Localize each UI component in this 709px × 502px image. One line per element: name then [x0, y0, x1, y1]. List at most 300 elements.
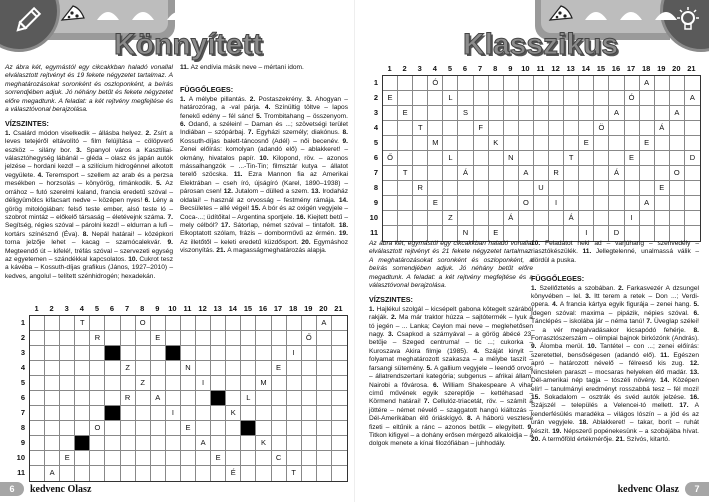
grid-cell[interactable]: [398, 76, 413, 91]
grid-cell[interactable]: [670, 91, 685, 106]
grid-cell[interactable]: I: [549, 196, 564, 211]
grid-cell[interactable]: [317, 406, 332, 421]
grid-cell[interactable]: [211, 466, 226, 481]
grid-cell[interactable]: S: [458, 106, 473, 121]
grid-cell[interactable]: [519, 121, 534, 136]
grid-cell[interactable]: [428, 166, 443, 181]
grid-cell[interactable]: [302, 451, 317, 466]
grid-cell[interactable]: D: [609, 226, 624, 241]
grid-cell[interactable]: I: [166, 406, 181, 421]
grid-cell[interactable]: [90, 346, 105, 361]
grid-cell[interactable]: [564, 166, 579, 181]
grid-cell[interactable]: [458, 196, 473, 211]
grid-cell[interactable]: [121, 316, 136, 331]
grid-cell[interactable]: [30, 451, 45, 466]
grid-cell[interactable]: [443, 196, 458, 211]
grid-cell[interactable]: A: [670, 106, 685, 121]
grid-cell[interactable]: [670, 136, 685, 151]
grid-cell[interactable]: [474, 151, 489, 166]
grid-cell[interactable]: N: [458, 226, 473, 241]
grid-cell[interactable]: [655, 166, 670, 181]
grid-cell[interactable]: [211, 421, 226, 436]
grid-cell[interactable]: Ő: [302, 331, 317, 346]
grid-cell[interactable]: [332, 346, 347, 361]
grid-cell[interactable]: [181, 436, 196, 451]
grid-cell[interactable]: [272, 406, 287, 421]
grid-cell[interactable]: [60, 436, 75, 451]
grid-cell[interactable]: [90, 391, 105, 406]
grid-cell[interactable]: [655, 106, 670, 121]
grid-cell[interactable]: [256, 406, 271, 421]
grid-cell[interactable]: [75, 331, 90, 346]
grid-cell[interactable]: [45, 406, 60, 421]
grid-cell[interactable]: [166, 466, 181, 481]
grid-cell[interactable]: [196, 346, 211, 361]
grid-cell[interactable]: [317, 331, 332, 346]
grid-cell[interactable]: [670, 226, 685, 241]
black-cell[interactable]: [211, 391, 226, 406]
grid-cell[interactable]: [226, 316, 241, 331]
grid-cell[interactable]: F: [474, 121, 489, 136]
grid-cell[interactable]: [594, 106, 609, 121]
grid-cell[interactable]: [489, 211, 504, 226]
grid-cell[interactable]: [287, 406, 302, 421]
grid-cell[interactable]: K: [256, 436, 271, 451]
grid-cell[interactable]: [443, 181, 458, 196]
grid-cell[interactable]: [413, 76, 428, 91]
black-cell[interactable]: [105, 346, 120, 361]
grid-cell[interactable]: [625, 76, 640, 91]
grid-cell[interactable]: [413, 151, 428, 166]
grid-cell[interactable]: [579, 181, 594, 196]
grid-cell[interactable]: M: [256, 376, 271, 391]
grid-cell[interactable]: [519, 76, 534, 91]
grid-cell[interactable]: [302, 406, 317, 421]
grid-cell[interactable]: [75, 361, 90, 376]
grid-cell[interactable]: [302, 376, 317, 391]
grid-cell[interactable]: M: [428, 136, 443, 151]
grid-cell[interactable]: [211, 376, 226, 391]
grid-cell[interactable]: [534, 136, 549, 151]
grid-cell[interactable]: [685, 226, 700, 241]
grid-cell[interactable]: [609, 136, 624, 151]
grid-cell[interactable]: [640, 151, 655, 166]
grid-cell[interactable]: [136, 466, 151, 481]
grid-cell[interactable]: [105, 451, 120, 466]
grid-cell[interactable]: [226, 361, 241, 376]
grid-cell[interactable]: A: [685, 91, 700, 106]
grid-cell[interactable]: [256, 331, 271, 346]
grid-cell[interactable]: [302, 421, 317, 436]
grid-cell[interactable]: [489, 91, 504, 106]
grid-cell[interactable]: E: [489, 226, 504, 241]
grid-cell[interactable]: [625, 106, 640, 121]
grid-cell[interactable]: T: [413, 121, 428, 136]
grid-cell[interactable]: Ö: [594, 121, 609, 136]
grid-cell[interactable]: [226, 451, 241, 466]
grid-cell[interactable]: [287, 421, 302, 436]
grid-cell[interactable]: [458, 91, 473, 106]
grid-cell[interactable]: [609, 121, 624, 136]
grid-cell[interactable]: D: [685, 151, 700, 166]
grid-cell[interactable]: R: [413, 181, 428, 196]
grid-cell[interactable]: [534, 106, 549, 121]
grid-cell[interactable]: E: [383, 91, 398, 106]
grid-cell[interactable]: [332, 316, 347, 331]
grid-cell[interactable]: [241, 466, 256, 481]
grid-cell[interactable]: [443, 121, 458, 136]
grid-cell[interactable]: [398, 136, 413, 151]
grid-cell[interactable]: [30, 391, 45, 406]
grid-cell[interactable]: [549, 181, 564, 196]
grid-cell[interactable]: [45, 421, 60, 436]
grid-cell[interactable]: Á: [655, 121, 670, 136]
grid-cell[interactable]: O: [90, 421, 105, 436]
grid-cell[interactable]: [413, 106, 428, 121]
grid-cell[interactable]: Z: [121, 361, 136, 376]
grid-cell[interactable]: [30, 346, 45, 361]
grid-cell[interactable]: [655, 196, 670, 211]
grid-cell[interactable]: [241, 376, 256, 391]
grid-cell[interactable]: Z: [136, 376, 151, 391]
grid-cell[interactable]: [60, 346, 75, 361]
grid-cell[interactable]: [256, 466, 271, 481]
grid-cell[interactable]: [302, 316, 317, 331]
grid-cell[interactable]: [685, 136, 700, 151]
grid-cell[interactable]: [30, 376, 45, 391]
grid-cell[interactable]: [272, 376, 287, 391]
grid-cell[interactable]: [60, 331, 75, 346]
grid-cell[interactable]: [196, 421, 211, 436]
grid-cell[interactable]: I: [579, 226, 594, 241]
grid-cell[interactable]: [60, 376, 75, 391]
grid-cell[interactable]: [428, 181, 443, 196]
grid-cell[interactable]: [625, 136, 640, 151]
grid-cell[interactable]: [428, 91, 443, 106]
grid-cell[interactable]: [332, 376, 347, 391]
grid-cell[interactable]: [579, 151, 594, 166]
black-cell[interactable]: [166, 346, 181, 361]
grid-cell[interactable]: [211, 346, 226, 361]
grid-cell[interactable]: [60, 406, 75, 421]
grid-cell[interactable]: [549, 121, 564, 136]
grid-cell[interactable]: [504, 136, 519, 151]
grid-cell[interactable]: [685, 121, 700, 136]
grid-cell[interactable]: [398, 196, 413, 211]
grid-cell[interactable]: [564, 226, 579, 241]
grid-cell[interactable]: [549, 136, 564, 151]
grid-cell[interactable]: [489, 196, 504, 211]
grid-cell[interactable]: A: [45, 466, 60, 481]
grid-cell[interactable]: [121, 346, 136, 361]
grid-cell[interactable]: [685, 211, 700, 226]
grid-cell[interactable]: [579, 166, 594, 181]
grid-cell[interactable]: [640, 121, 655, 136]
grid-cell[interactable]: [549, 91, 564, 106]
grid-cell[interactable]: [302, 436, 317, 451]
grid-cell[interactable]: E: [640, 136, 655, 151]
grid-cell[interactable]: [136, 436, 151, 451]
grid-cell[interactable]: [519, 181, 534, 196]
grid-cell[interactable]: [241, 346, 256, 361]
grid-cell[interactable]: A: [609, 106, 624, 121]
grid-cell[interactable]: O: [519, 196, 534, 211]
grid-cell[interactable]: [413, 211, 428, 226]
grid-cell[interactable]: [549, 211, 564, 226]
grid-cell[interactable]: [30, 361, 45, 376]
grid-cell[interactable]: A: [317, 316, 332, 331]
grid-cell[interactable]: [256, 391, 271, 406]
grid-cell[interactable]: [121, 466, 136, 481]
grid-cell[interactable]: [383, 166, 398, 181]
grid-cell[interactable]: [287, 361, 302, 376]
grid-cell[interactable]: [196, 406, 211, 421]
grid-cell[interactable]: N: [181, 361, 196, 376]
grid-cell[interactable]: [383, 181, 398, 196]
grid-cell[interactable]: [256, 451, 271, 466]
grid-cell[interactable]: [549, 76, 564, 91]
grid-cell[interactable]: [272, 436, 287, 451]
grid-cell[interactable]: [519, 91, 534, 106]
grid-cell[interactable]: [60, 361, 75, 376]
grid-cell[interactable]: [136, 331, 151, 346]
grid-cell[interactable]: [458, 121, 473, 136]
grid-cell[interactable]: [60, 391, 75, 406]
grid-cell[interactable]: L: [443, 151, 458, 166]
grid-cell[interactable]: A: [640, 196, 655, 211]
grid-cell[interactable]: [383, 121, 398, 136]
grid-cell[interactable]: [504, 226, 519, 241]
grid-cell[interactable]: [383, 106, 398, 121]
grid-cell[interactable]: [489, 106, 504, 121]
grid-cell[interactable]: [564, 106, 579, 121]
grid-cell[interactable]: [428, 211, 443, 226]
grid-cell[interactable]: [287, 391, 302, 406]
grid-cell[interactable]: [226, 346, 241, 361]
grid-cell[interactable]: [534, 226, 549, 241]
grid-cell[interactable]: [90, 361, 105, 376]
grid-cell[interactable]: [670, 211, 685, 226]
grid-cell[interactable]: [564, 196, 579, 211]
grid-cell[interactable]: E: [181, 421, 196, 436]
grid-cell[interactable]: [241, 451, 256, 466]
grid-cell[interactable]: R: [121, 391, 136, 406]
grid-cell[interactable]: [105, 361, 120, 376]
grid-cell[interactable]: [317, 466, 332, 481]
grid-cell[interactable]: [504, 106, 519, 121]
grid-cell[interactable]: [121, 421, 136, 436]
grid-cell[interactable]: R: [549, 166, 564, 181]
grid-cell[interactable]: [413, 226, 428, 241]
grid-cell[interactable]: [226, 331, 241, 346]
grid-cell[interactable]: [413, 91, 428, 106]
grid-cell[interactable]: [413, 136, 428, 151]
grid-cell[interactable]: [534, 91, 549, 106]
grid-cell[interactable]: E: [60, 451, 75, 466]
grid-cell[interactable]: [332, 331, 347, 346]
grid-cell[interactable]: [549, 106, 564, 121]
grid-cell[interactable]: [105, 316, 120, 331]
grid-cell[interactable]: N: [504, 151, 519, 166]
grid-cell[interactable]: [241, 331, 256, 346]
grid-cell[interactable]: [398, 181, 413, 196]
grid-cell[interactable]: [489, 121, 504, 136]
grid-cell[interactable]: [75, 376, 90, 391]
grid-cell[interactable]: Ő: [383, 151, 398, 166]
grid-cell[interactable]: [534, 121, 549, 136]
grid-cell[interactable]: [151, 451, 166, 466]
grid-cell[interactable]: [256, 361, 271, 376]
grid-cell[interactable]: [398, 226, 413, 241]
grid-cell[interactable]: [151, 346, 166, 361]
grid-cell[interactable]: [398, 91, 413, 106]
grid-cell[interactable]: [443, 166, 458, 181]
grid-cell[interactable]: [474, 211, 489, 226]
grid-cell[interactable]: [287, 316, 302, 331]
grid-cell[interactable]: [287, 451, 302, 466]
grid-cell[interactable]: [519, 136, 534, 151]
grid-cell[interactable]: [105, 421, 120, 436]
grid-cell[interactable]: [564, 91, 579, 106]
grid-cell[interactable]: [332, 421, 347, 436]
grid-cell[interactable]: [272, 316, 287, 331]
grid-cell[interactable]: [75, 406, 90, 421]
grid-cell[interactable]: [443, 106, 458, 121]
grid-cell[interactable]: T: [75, 316, 90, 331]
grid-cell[interactable]: [383, 196, 398, 211]
grid-cell[interactable]: [579, 106, 594, 121]
grid-cell[interactable]: [272, 421, 287, 436]
grid-cell[interactable]: E: [398, 106, 413, 121]
grid-cell[interactable]: [398, 121, 413, 136]
grid-cell[interactable]: [534, 196, 549, 211]
grid-cell[interactable]: [241, 361, 256, 376]
grid-cell[interactable]: [45, 391, 60, 406]
grid-cell[interactable]: [166, 451, 181, 466]
grid-cell[interactable]: [458, 211, 473, 226]
grid-cell[interactable]: [332, 391, 347, 406]
grid-cell[interactable]: [685, 196, 700, 211]
grid-cell[interactable]: A: [151, 391, 166, 406]
grid-cell[interactable]: [121, 331, 136, 346]
grid-cell[interactable]: [287, 436, 302, 451]
grid-cell[interactable]: [443, 226, 458, 241]
grid-cell[interactable]: [90, 466, 105, 481]
grid-cell[interactable]: [519, 151, 534, 166]
grid-cell[interactable]: [332, 361, 347, 376]
grid-cell[interactable]: [151, 406, 166, 421]
grid-cell[interactable]: [30, 421, 45, 436]
grid-cell[interactable]: [151, 316, 166, 331]
grid-cell[interactable]: [594, 226, 609, 241]
grid-cell[interactable]: [383, 226, 398, 241]
grid-cell[interactable]: [428, 151, 443, 166]
grid-cell[interactable]: É: [226, 466, 241, 481]
grid-cell[interactable]: [670, 121, 685, 136]
grid-cell[interactable]: [60, 466, 75, 481]
grid-cell[interactable]: [594, 181, 609, 196]
grid-cell[interactable]: E: [579, 136, 594, 151]
grid-cell[interactable]: [474, 76, 489, 91]
grid-cell[interactable]: [549, 151, 564, 166]
grid-cell[interactable]: T: [287, 466, 302, 481]
grid-cell[interactable]: [594, 211, 609, 226]
grid-cell[interactable]: [30, 316, 45, 331]
grid-cell[interactable]: [655, 76, 670, 91]
grid-cell[interactable]: [196, 451, 211, 466]
grid-cell[interactable]: [166, 436, 181, 451]
grid-cell[interactable]: [332, 466, 347, 481]
grid-cell[interactable]: [136, 451, 151, 466]
grid-cell[interactable]: [534, 76, 549, 91]
grid-cell[interactable]: [151, 421, 166, 436]
grid-cell[interactable]: [474, 91, 489, 106]
grid-cell[interactable]: [75, 346, 90, 361]
grid-cell[interactable]: [302, 466, 317, 481]
grid-cell[interactable]: [519, 106, 534, 121]
grid-cell[interactable]: [181, 316, 196, 331]
grid-cell[interactable]: [685, 76, 700, 91]
grid-cell[interactable]: [45, 361, 60, 376]
grid-cell[interactable]: L: [443, 91, 458, 106]
grid-cell[interactable]: [564, 181, 579, 196]
grid-cell[interactable]: [504, 166, 519, 181]
grid-cell[interactable]: [317, 436, 332, 451]
grid-cell[interactable]: [609, 196, 624, 211]
grid-cell[interactable]: [317, 391, 332, 406]
grid-cell[interactable]: [625, 196, 640, 211]
grid-cell[interactable]: [105, 436, 120, 451]
grid-cell[interactable]: [166, 376, 181, 391]
grid-cell[interactable]: I: [625, 211, 640, 226]
grid-cell[interactable]: [579, 121, 594, 136]
grid-cell[interactable]: [272, 346, 287, 361]
grid-cell[interactable]: [151, 376, 166, 391]
grid-cell[interactable]: [30, 466, 45, 481]
grid-cell[interactable]: [226, 436, 241, 451]
grid-cell[interactable]: [105, 466, 120, 481]
grid-cell[interactable]: [579, 196, 594, 211]
grid-cell[interactable]: [670, 76, 685, 91]
grid-cell[interactable]: [685, 166, 700, 181]
grid-cell[interactable]: [474, 166, 489, 181]
grid-cell[interactable]: [519, 226, 534, 241]
grid-cell[interactable]: K: [226, 406, 241, 421]
grid-cell[interactable]: [564, 121, 579, 136]
grid-cell[interactable]: A: [640, 76, 655, 91]
grid-cell[interactable]: R: [90, 331, 105, 346]
grid-cell[interactable]: [594, 166, 609, 181]
grid-cell[interactable]: [428, 121, 443, 136]
grid-cell[interactable]: [272, 391, 287, 406]
grid-cell[interactable]: E: [655, 181, 670, 196]
grid-cell[interactable]: [317, 451, 332, 466]
grid-cell[interactable]: [121, 451, 136, 466]
grid-cell[interactable]: [196, 361, 211, 376]
grid-cell[interactable]: [181, 376, 196, 391]
grid-cell[interactable]: [594, 151, 609, 166]
grid-cell[interactable]: [474, 106, 489, 121]
grid-cell[interactable]: [181, 406, 196, 421]
grid-cell[interactable]: T: [564, 151, 579, 166]
grid-cell[interactable]: [413, 196, 428, 211]
grid-cell[interactable]: [504, 121, 519, 136]
grid-cell[interactable]: [272, 331, 287, 346]
grid-cell[interactable]: Á: [564, 211, 579, 226]
grid-cell[interactable]: [383, 211, 398, 226]
grid-cell[interactable]: [625, 166, 640, 181]
grid-cell[interactable]: [90, 316, 105, 331]
